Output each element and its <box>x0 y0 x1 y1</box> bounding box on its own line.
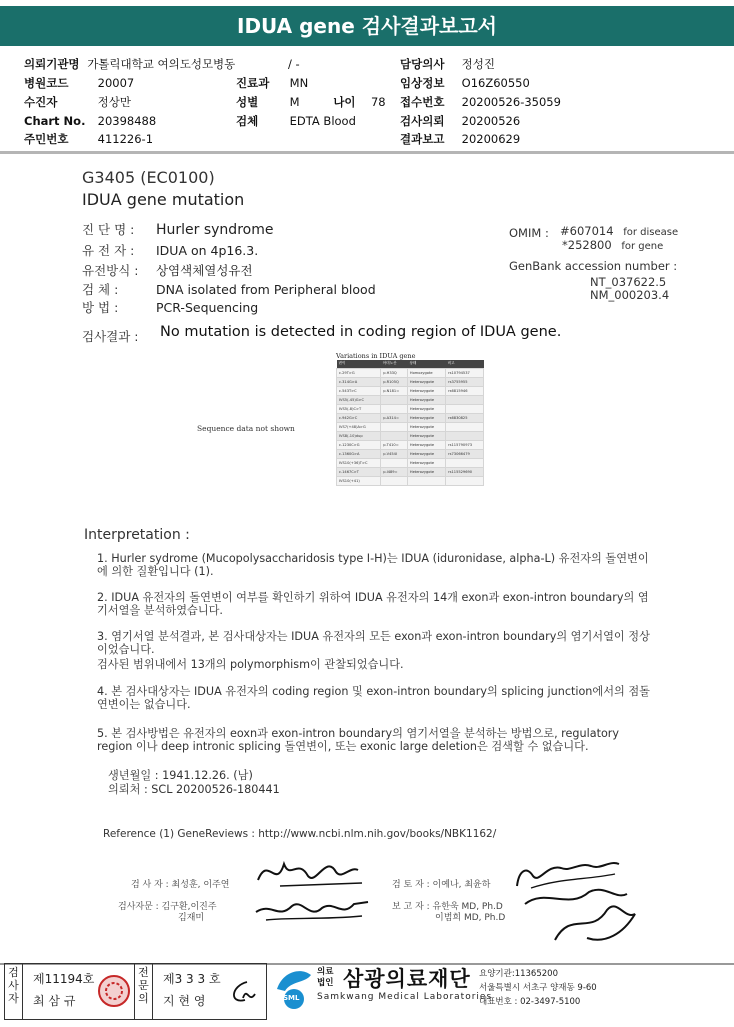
hospital-code-row <box>24 77 134 90</box>
recipient-row <box>24 96 131 109</box>
table-row <box>337 395 484 404</box>
table-cell: Heterozygote <box>407 458 445 467</box>
table-cell: c.942G>C <box>337 413 381 422</box>
table-cell: Heterozygote <box>407 386 445 395</box>
org-address: 서울특별시 서초구 양재동 9-60 <box>479 983 597 993</box>
table-cell <box>381 431 408 440</box>
table-cell: rs6815946 <box>446 386 484 395</box>
genbank-label: GenBank accession number : <box>509 259 678 273</box>
table-cell <box>381 422 408 431</box>
dept-value: MN <box>289 76 309 90</box>
gene-value: IDUA on 4p16.3. <box>155 243 259 258</box>
org-type-1: 의료 <box>317 967 334 977</box>
advisor-label: 검사자문 : 김구환,이진주 <box>118 902 217 912</box>
result-text: No mutation is detected in coding region of IDUA gene. <box>160 324 562 340</box>
specialist-signature <box>225 976 259 1008</box>
table-cell: Heterozygote <box>407 413 445 422</box>
approval-box <box>4 963 267 1020</box>
omim-label: OMIM : <box>509 226 549 240</box>
inheritance-value: 상염색체열성유전 <box>155 263 253 278</box>
specialist-license: 제3 3 3 호 <box>163 972 221 986</box>
table-cell: p.N181= <box>381 386 408 395</box>
table-cell: p.T410= <box>381 440 408 449</box>
examiner-signature <box>250 850 370 895</box>
reference-line: Reference (1) GeneReviews : http://www.ncbi.nlm.nih.gov/books/NBK1162/ <box>103 828 497 840</box>
red-seal-icon <box>97 974 131 1008</box>
referral-code: 의뢰처 : SCL 20200526-180441 <box>108 783 280 796</box>
report-date-value: 20200629 <box>461 132 521 146</box>
omim-disease <box>560 224 678 238</box>
birth-date: 생년월일 : 1941.12.26. (남) <box>108 769 253 782</box>
table-cell: p.R105Q <box>381 377 408 386</box>
interpretation-item-1: 1. Hurler sydrome (Mucopolysaccharidosis type I-H)는 IDUA (iduronidase, alpha-L) 유전자의 돌연변이에 의한 질환입니다 (1). <box>97 552 649 578</box>
sample-value: DNA isolated from Peripheral blood <box>155 282 376 297</box>
method-value: PCR-Sequencing <box>155 300 259 315</box>
chart-row <box>24 115 156 128</box>
table-cell <box>381 395 408 404</box>
hospital-code-value: 20007 <box>97 76 135 90</box>
age-label: 나이 <box>333 95 356 109</box>
report-title-bar <box>0 6 734 46</box>
inheritance-label: 유전방식 : <box>82 263 139 278</box>
report-date-row <box>400 133 520 146</box>
doctor-row <box>400 58 495 71</box>
table-cell <box>446 476 484 485</box>
resident-label: 주민번호 <box>24 132 69 146</box>
table-cell: c.1467C>T <box>337 467 381 476</box>
examiner-license: 제11194호 <box>33 972 95 986</box>
table-cell: c.1230C>G <box>337 440 381 449</box>
header-cell: 비고 <box>446 360 484 368</box>
agency-number: 요양기관:11365200 <box>479 969 558 979</box>
recipient-value: 정상만 <box>97 95 131 109</box>
variations-table <box>336 352 484 486</box>
table-cell: c.1360G>A <box>337 449 381 458</box>
diagnosis-row <box>82 220 273 238</box>
gene-row <box>82 241 258 259</box>
table-cell <box>407 476 445 485</box>
interpretation-item-3: 3. 염기서열 분석결과, 본 검사대상자는 IDUA 유전자의 모든 exon과 exon-intron boundary의 염기서열이 정상이었습니다. <box>97 630 650 656</box>
table-cell: Heterozygote <box>407 377 445 386</box>
table-row <box>337 440 484 449</box>
table-cell: rs73066479 <box>446 449 484 458</box>
specimen-row <box>236 115 356 128</box>
interpretation-heading: Interpretation : <box>84 527 190 543</box>
diagnosis-label: 진 단 명 : <box>82 222 135 237</box>
variations-title: Variations in IDUA gene <box>336 352 416 360</box>
org-english-name: Samkwang Medical Laboratories <box>317 992 493 1002</box>
interpretation-item-4: 4. 본 검사대상자는 IDUA 유전자의 coding region 및 exon-intron boundary의 splicing junction에서의 점돌연변이는 없습니다. <box>97 685 650 711</box>
sex-age-row <box>236 96 386 109</box>
org-phone: 대표번호 : 02-3497-5100 <box>479 997 581 1007</box>
chart-value: 20398488 <box>97 114 157 128</box>
institution-label: 의뢰기관명 <box>24 57 80 71</box>
reviewer-label: 검 토 자 : 이예나, 최윤하 <box>392 880 491 890</box>
test-title: IDUA gene mutation <box>82 190 245 209</box>
table-row <box>337 431 484 440</box>
org-name: 삼광의료재단 <box>343 967 471 991</box>
table-cell: p.I489= <box>381 467 408 476</box>
dept-row <box>236 77 308 90</box>
table-cell: c.543T>C <box>337 386 381 395</box>
table-cell: rs10794537 <box>446 368 484 377</box>
table-cell: IVS5(-8)C>T <box>337 404 381 413</box>
result-label: 검사결과 : <box>82 329 139 344</box>
table-cell: Heterozygote <box>407 395 445 404</box>
table-cell: Heterozygote <box>407 431 445 440</box>
dept-label: 진료과 <box>236 76 270 90</box>
table-cell: rs3755955 <box>446 377 484 386</box>
specialist-box <box>153 964 266 1019</box>
table-cell: rs115790973 <box>446 440 484 449</box>
clinical-row <box>400 77 530 90</box>
receipt-row <box>400 96 561 109</box>
table-cell: Heterozygote <box>407 404 445 413</box>
method-row <box>82 298 258 316</box>
table-row <box>337 467 484 476</box>
table-row <box>337 404 484 413</box>
table-cell: IVS7(+48)A>G <box>337 422 381 431</box>
table-cell <box>446 404 484 413</box>
request-value: 20200526 <box>461 114 521 128</box>
interpretation-item-5: 5. 본 검사방법은 유전자의 eoxn과 exon-intron boundary의 염기서열을 분석하는 방법으로, regulatory region 이나 deep intronic splicing 돌연변이, 또는 exonic large deletion은 검색할 수 없습니다. <box>97 727 620 753</box>
table-row <box>337 377 484 386</box>
table-row <box>337 476 484 485</box>
request-label: 검사의뢰 <box>400 114 445 128</box>
table-cell: IVS10(+41) <box>337 476 381 485</box>
org-type-2: 법인 <box>317 978 334 988</box>
clinical-value: O16Z60550 <box>461 76 530 90</box>
resident-row <box>24 133 153 146</box>
header-cell: 변이 <box>337 360 381 368</box>
advisor-label-2: 김재미 <box>178 913 205 923</box>
table-cell: rs6830825 <box>446 413 484 422</box>
table-row <box>337 458 484 467</box>
table-cell: IVS8(-10)dup <box>337 431 381 440</box>
test-code: G3405 (EC0100) <box>82 168 215 187</box>
hospital-code-label: 병원코드 <box>24 76 69 90</box>
examiner-box-label: 검사자 <box>5 964 23 1019</box>
table-cell <box>381 458 408 467</box>
doctor-value: 정성진 <box>461 57 495 71</box>
institution-suffix: / - <box>288 57 300 71</box>
institution-value: 가톨릭대학교 여의도성모병동 <box>87 57 236 71</box>
specimen-value: EDTA Blood <box>289 114 356 128</box>
sex-value: M <box>289 95 300 109</box>
receipt-value: 20200526-35059 <box>461 95 561 109</box>
table-cell: IVS10(+36)T>C <box>337 458 381 467</box>
table-row <box>337 386 484 395</box>
table-header-row <box>337 360 484 368</box>
examiner-name: 최 삼 규 <box>33 994 76 1008</box>
request-row <box>400 115 520 128</box>
sex-label: 성별 <box>236 95 259 109</box>
genbank-accession-2: NM_000203.4 <box>590 288 670 302</box>
gene-label: 유 전 자 : <box>82 243 135 258</box>
reporter-label-2: 이범희 MD, Ph.D <box>435 913 506 923</box>
specialist-box-label: 전문의 <box>135 964 153 1019</box>
table-cell: c.314G>A <box>337 377 381 386</box>
table-row <box>337 368 484 377</box>
sml-logo-icon <box>275 967 313 1011</box>
receipt-label: 접수번호 <box>400 95 445 109</box>
reporter-label: 보 고 자 : 유한욱 MD, Ph.D <box>392 902 503 912</box>
omim-gene <box>562 238 663 252</box>
specimen-label: 검체 <box>236 114 259 128</box>
table-cell: Heterozygote <box>407 449 445 458</box>
specialist-name: 지 현 영 <box>163 994 206 1008</box>
table-cell: Heterozygote <box>407 440 445 449</box>
table-cell: Heterozygote <box>407 422 445 431</box>
interpretation-item-2: 2. IDUA 유전자의 돌연변이 여부를 확인하기 위하여 IDUA 유전자의 14개 exon과 exon-intron boundary의 염기서열을 분석하였습니다. <box>97 591 649 617</box>
table-cell: Homozygote <box>407 368 445 377</box>
resident-value: 411226-1 <box>97 132 154 146</box>
omim-gene-note: for gene <box>621 241 664 252</box>
sequence-note: Sequence data not shown <box>197 424 295 433</box>
inheritance-row <box>82 261 253 279</box>
table-cell <box>446 458 484 467</box>
table-row <box>337 413 484 422</box>
table-cell: p.H33Q <box>381 368 408 377</box>
sml-logo-text: SML <box>283 994 300 1002</box>
table-row <box>337 422 484 431</box>
table-cell: rs115529690 <box>446 467 484 476</box>
sample-row <box>82 280 376 298</box>
omim-disease-id: #607014 <box>560 224 614 238</box>
chart-label: Chart No. <box>24 114 86 128</box>
table-cell: p.V454I <box>381 449 408 458</box>
table-cell <box>381 404 408 413</box>
table-cell <box>446 422 484 431</box>
header-cell: 아미노산 <box>381 360 408 368</box>
omim-gene-id: *252800 <box>562 238 612 252</box>
table-cell <box>446 431 484 440</box>
organization-block <box>271 963 731 1020</box>
header-cell: 상태 <box>407 360 445 368</box>
examiner-box <box>23 964 135 1019</box>
table-cell: Heterozygote <box>407 467 445 476</box>
variations-grid <box>336 360 484 486</box>
report-date-label: 결과보고 <box>400 132 445 146</box>
institution-row <box>24 57 300 71</box>
recipient-label: 수진자 <box>24 95 58 109</box>
reporter-signature <box>515 880 645 950</box>
section-divider <box>0 151 734 154</box>
interpretation-item-3b: 검사된 범위내에서 13개의 polymorphism이 관찰되었습니다. <box>97 658 404 671</box>
clinical-label: 임상정보 <box>400 76 445 90</box>
advisor-signature <box>250 890 375 930</box>
doctor-label: 담당의사 <box>400 57 445 71</box>
table-cell <box>446 395 484 404</box>
table-cell <box>381 476 408 485</box>
omim-disease-note: for disease <box>623 227 679 238</box>
table-row <box>337 449 484 458</box>
table-cell: c.29T>G <box>337 368 381 377</box>
diagnosis-value: Hurler syndrome <box>155 222 274 238</box>
table-cell: p.A314= <box>381 413 408 422</box>
report-title: IDUA gene 검사결과보고서 <box>237 14 497 38</box>
age-value: 78 <box>370 95 386 109</box>
genbank-accession-1: NT_037622.5 <box>590 275 667 289</box>
examiner-label: 검 사 자 : 최성훈, 이주연 <box>131 880 230 890</box>
sample-label: 검 체 : <box>82 282 119 297</box>
method-label: 방 법 : <box>82 300 119 315</box>
table-cell: IVS5(-45)G>C <box>337 395 381 404</box>
